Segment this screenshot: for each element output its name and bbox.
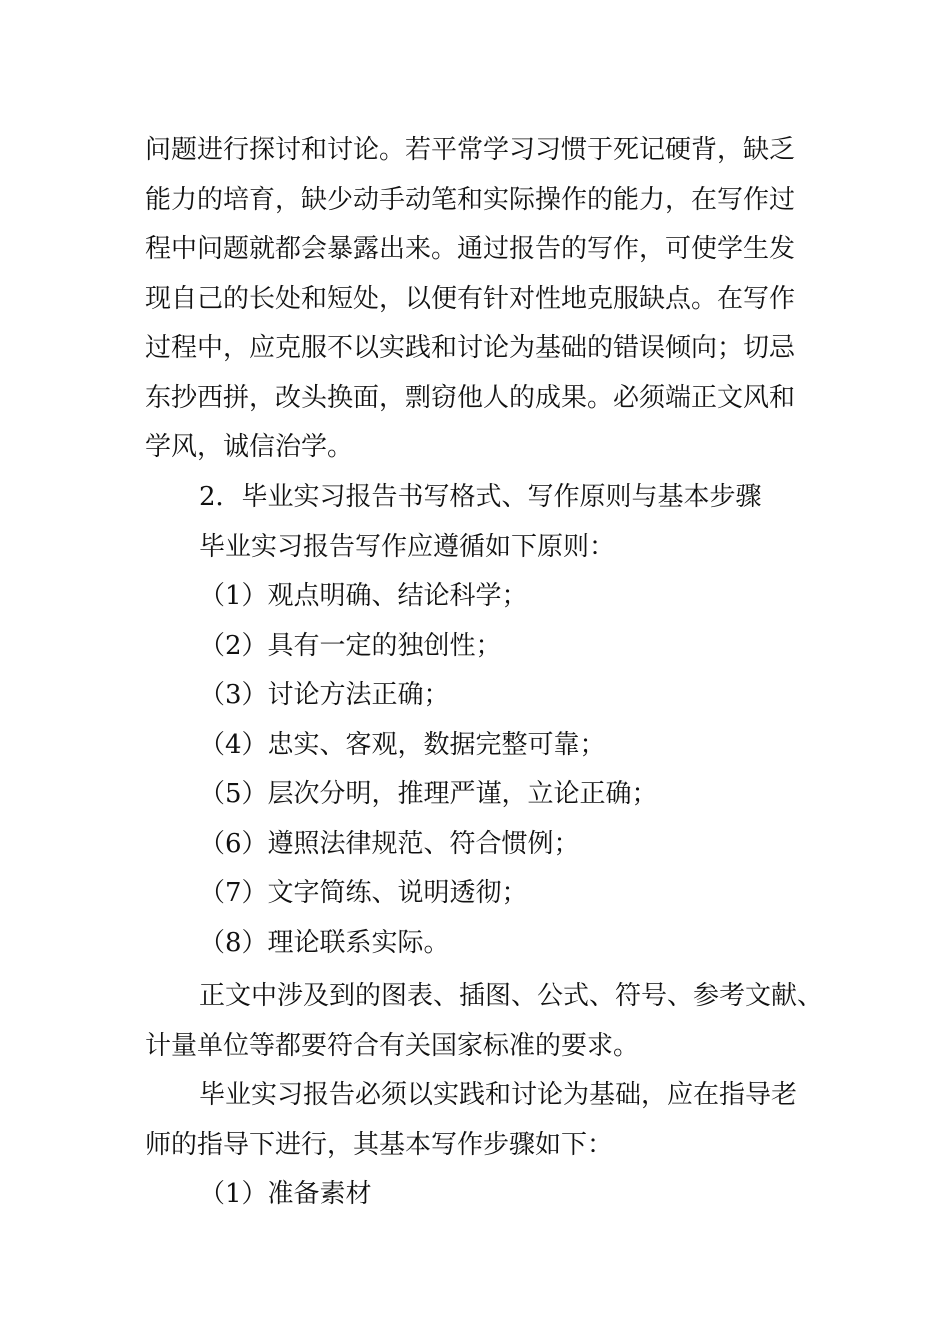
list-item: （1）观点明确、结论科学；	[199, 581, 528, 611]
text-line: 问题进行探讨和讨论。若平常学习习惯于死记硬背，缺乏	[145, 135, 796, 165]
list-item: （2）具有一定的独创性；	[199, 630, 502, 661]
text-line: 毕业实习报告必须以实践和讨论为基础，应在指导老	[199, 1080, 798, 1110]
list-item: （5）层次分明，推理严谨，立论正确；	[199, 779, 658, 809]
text-line: 正文中涉及到的图表、插图、公式、符号、参考文献、	[199, 981, 824, 1011]
list-item: （6）遵照法律规范、符合惯例；	[199, 828, 580, 859]
intro-paragraph	[145, 126, 835, 473]
text-line: 学风，诚信治学。	[145, 432, 354, 462]
principles-list	[145, 572, 835, 968]
text-line: 计量单位等都要符合有关国家标准的要求。	[145, 1030, 640, 1061]
principles-intro	[145, 523, 835, 573]
text-line: 程中问题就都会暴露出来。通过报告的写作，可使学生发	[145, 234, 796, 264]
text-line: 能力的培育，缺少动手动笔和实际操作的能力，在写作过	[145, 184, 796, 215]
text-line: 过程中，应克服不以实践和讨论为基础的错误倾向；切忌	[145, 333, 796, 363]
section-heading-text: 2．毕业实习报告书写格式、写作原则与基本步骤	[199, 482, 762, 512]
list-item: （1）准备素材	[199, 1179, 372, 1209]
standards-paragraph	[145, 972, 835, 1071]
list-item: （3）讨论方法正确；	[199, 680, 450, 710]
list-item: （8）理论联系实际。	[199, 927, 450, 958]
principles-intro-text: 毕业实习报告写作应遵循如下原则：	[199, 532, 616, 562]
text-line: 师的指导下进行，其基本写作步骤如下：	[145, 1129, 614, 1160]
list-item: （7）文字简练、说明透彻；	[199, 878, 528, 908]
text-line: 东抄西拼，改头换面，剽窃他人的成果。必须端正文风和	[145, 382, 796, 413]
text-line: 现自己的长处和短处，以便有针对性地克服缺点。在写作	[145, 283, 796, 314]
list-item: （4）忠实、客观，数据完整可靠；	[199, 729, 606, 760]
section-heading	[145, 473, 835, 523]
steps-paragraph	[145, 1071, 835, 1170]
step-item	[145, 1170, 835, 1220]
